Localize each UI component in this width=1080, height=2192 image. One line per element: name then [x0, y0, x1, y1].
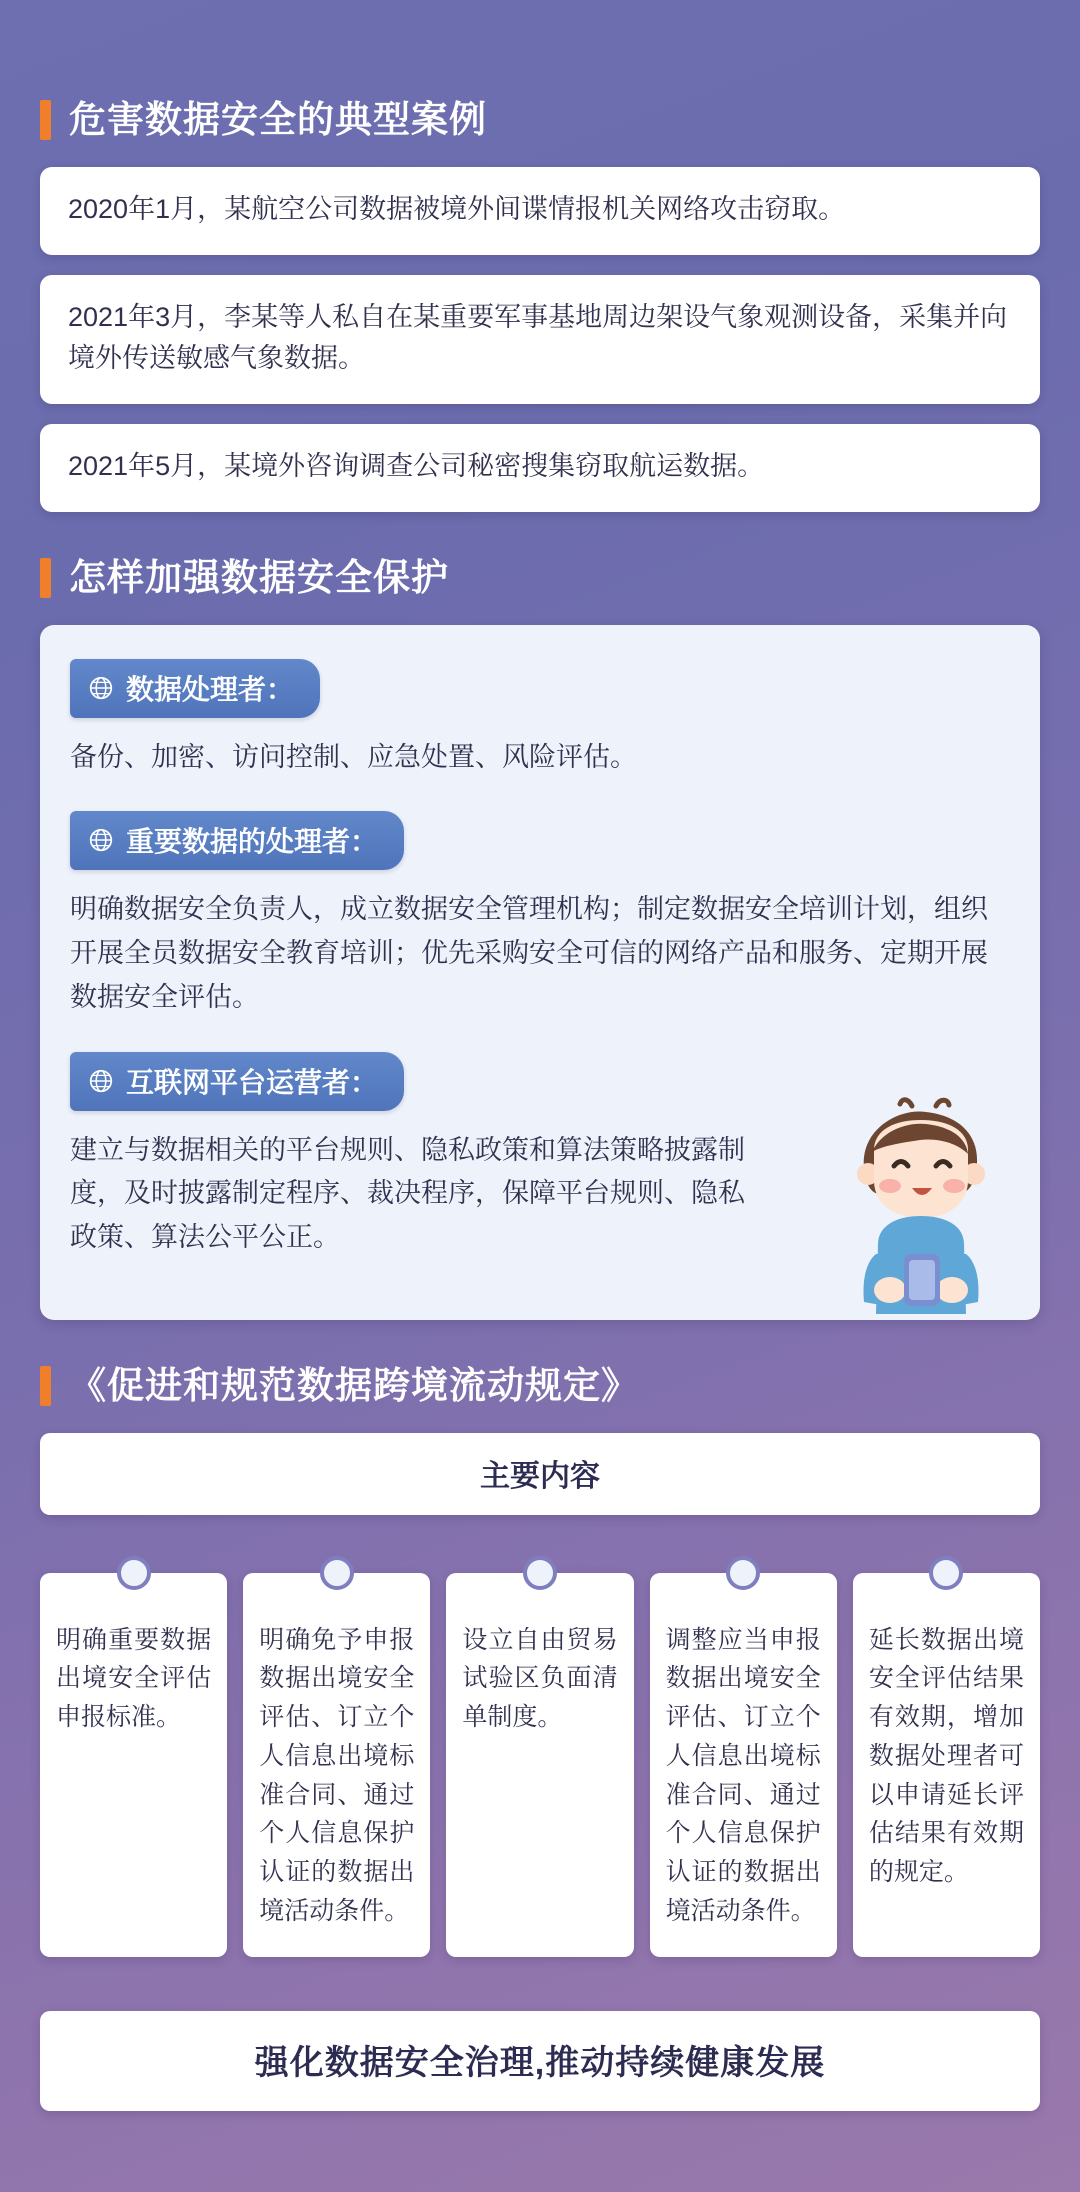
circle-bullet-icon — [320, 1556, 354, 1590]
main-content-label: 主要内容 — [40, 1433, 1040, 1515]
column-text: 延长数据出境安全评估结果有效期，增加数据处理者可以申请延长评估结果有效期的规定。 — [868, 1625, 1025, 1887]
content-column — [446, 1573, 633, 1957]
content-column — [40, 1573, 227, 1957]
section-title: 《促进和规范数据跨境流动规定》 — [69, 1364, 639, 1406]
case-card: 2021年3月，李某等人私自在某重要军事基地周边架设气象观测设备，采集并向境外传送敏感气象数据。 — [40, 275, 1040, 405]
section-title: 危害数据安全的典型案例 — [69, 99, 487, 140]
content-column — [853, 1573, 1040, 1957]
column-text: 明确免予申报数据出境安全评估、订立个人信息出境标准合同、通过个人信息保护认证的数据出境活动条件。 — [259, 1625, 415, 1925]
content-column — [243, 1573, 430, 1957]
heading-accent-bar — [40, 1366, 51, 1406]
group-body-text: 建立与数据相关的平台规则、隐私政策和算法策略披露制度，及时披露制定程序、裁决程序，保障平台规则、隐私政策、算法公平公正。 — [70, 1134, 745, 1253]
mascot-illustration — [816, 1094, 1026, 1314]
circle-bullet-icon — [726, 1556, 760, 1590]
group-body-text: 明确数据安全负责人，成立数据安全管理机构；制定数据安全培训计划，组织开展全员数据安全教育培训；优先采购安全可信的网络产品和服务、定期开展数据安全评估。 — [70, 894, 988, 1012]
group-tag-label: 数据处理者： — [126, 673, 295, 705]
group-tag-label: 互联网平台运营者： — [126, 1066, 379, 1098]
circle-bullet-icon — [523, 1556, 557, 1590]
heading-accent-bar — [40, 100, 51, 140]
globe-icon — [88, 1068, 114, 1094]
circle-bullet-icon — [929, 1556, 963, 1590]
case-card: 2021年5月，某境外咨询调查公司秘密搜集窃取航运数据。 — [40, 424, 1040, 512]
column-text: 明确重要数据出境安全评估申报标准。 — [56, 1625, 212, 1732]
section-heading-regulation — [40, 1366, 1040, 1407]
globe-icon — [88, 675, 114, 701]
group-tag-platform-operator — [70, 1052, 404, 1111]
content-columns — [40, 1555, 1040, 1957]
protection-panel — [40, 625, 1040, 1320]
group-tag-label: 重要数据的处理者： — [126, 826, 379, 858]
circle-bullet-icon — [117, 1556, 151, 1590]
globe-icon — [88, 827, 114, 853]
footer-slogan: 强化数据安全治理,推动持续健康发展 — [40, 2011, 1040, 2111]
group-body-text: 备份、加密、访问控制、应急处置、风险评估。 — [70, 741, 637, 772]
case-card: 2020年1月，某航空公司数据被境外间谍情报机关网络攻击窃取。 — [40, 167, 1040, 255]
section-heading-protection — [40, 558, 1040, 599]
section-heading-cases — [40, 100, 1040, 141]
column-text: 设立自由贸易试验区负面清单制度。 — [462, 1625, 618, 1732]
group-tag-data-processor — [70, 659, 320, 718]
group-tag-important-data-processor — [70, 811, 404, 870]
content-column — [650, 1573, 837, 1957]
column-text: 调整应当申报数据出境安全评估、订立个人信息出境标准合同、通过个人信息保护认证的数据出境活动条件。 — [665, 1625, 821, 1925]
section-title: 怎样加强数据安全保护 — [69, 557, 449, 599]
heading-accent-bar — [40, 558, 51, 598]
